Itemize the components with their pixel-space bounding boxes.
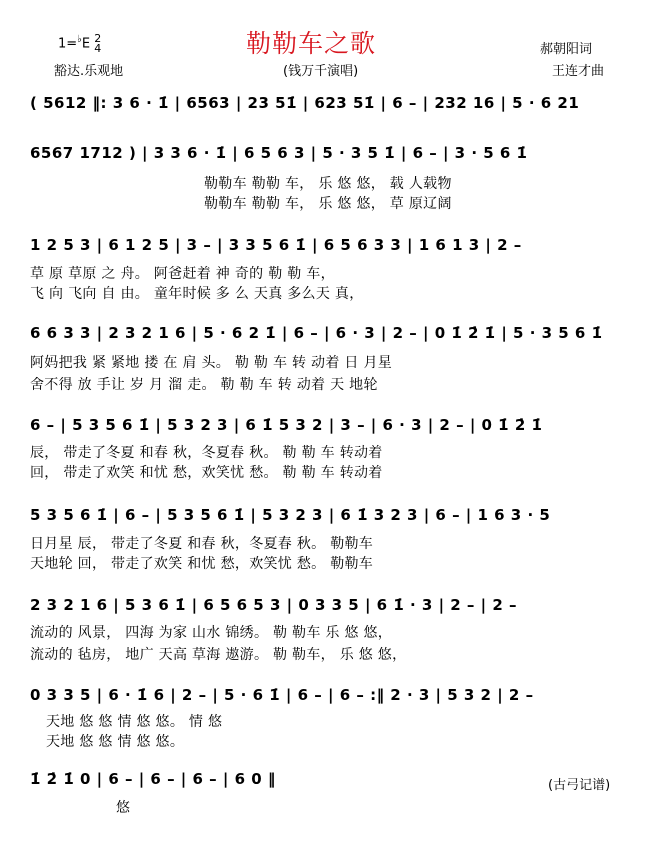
- page-title: 勒勒车之歌: [246, 29, 377, 58]
- notation-line-3: 1 2 5 3 | 6 1 2 5 | 3 – | 3 3 5 6 1̇ | 6 5 6 3 3 | 1 6 1 3 | 2 –: [30, 236, 522, 254]
- lyric-line-9a: 悠: [116, 800, 131, 816]
- notation-line-7: 2 3 2 1 6 | 5 3 6 1̇ | 6 5 6 5 3 | 0 3 3 5 | 6 1̇ · 3 | 2 – | 2 –: [30, 596, 518, 614]
- time-signature: [94, 34, 101, 54]
- lyric-line-8a: 天地 悠 悠 情 悠 悠。 情 悠: [46, 714, 223, 730]
- notation-line-5: 6 – | 5 3 5 6 1̇ | 5 3 2 3 | 6 1̇ 5 3 2 | 3 – | 6 · 3 | 2 – | 0 1̇ 2̇ 1̇: [30, 416, 543, 434]
- singer-credit: (钱万千演唱): [283, 64, 359, 79]
- lyric-line-5a: 辰， 带走了冬夏 和春 秋，冬夏春 秋。 勒 勒 车 转动着: [30, 445, 383, 461]
- notation-line-6: 5 3 5 6 1̇ | 6 – | 5 3 5 6 1̇ | 5 3 2 3 | 6 1̇ 3 2 3 | 6 – | 1 6 3 · 5: [30, 506, 551, 524]
- flat-sign: ♭: [77, 34, 82, 46]
- lyric-line-7a: 流动的 风景， 四海 为家 山水 锦绣。 勒 勒车 乐 悠 悠，: [30, 625, 393, 641]
- key-signature: [58, 34, 101, 54]
- notation-line-8: 0 3 3 5 | 6 · 1̇ 6 | 2 – | 5 · 6 1̇ | 6 – | 6 – :‖ 2 · 3 | 5 3 2 | 2 –: [30, 686, 534, 704]
- lyric-line-6a: 日月星 辰， 带走了冬夏 和春 秋，冬夏春 秋。 勒勒车: [30, 536, 374, 552]
- lyric-line-7b: 流动的 毡房， 地广 天高 草海 遨游。 勒 勒车， 乐 悠 悠，: [30, 647, 407, 663]
- lyric-line-4b: 舍不得 放 手让 岁 月 溜 走。 勒 勒 车 转 动着 天 地轮: [30, 377, 378, 393]
- tempo-marking: 豁达.乐观地: [54, 64, 124, 79]
- key-note: E: [81, 36, 91, 52]
- time-bottom: 4: [94, 42, 102, 55]
- notation-line-4: 6 6 3 3 | 2 3 2 1 6 | 5 · 6 2 1̇ | 6 – | 6 · 3 | 2 – | 0 1̇ 2̇ 1̇ | 5 · 3 5 6 1̇: [30, 324, 603, 342]
- lyric-line-8b: 天地 悠 悠 情 悠 悠。: [46, 734, 185, 750]
- transcriber-note: (古弓记谱): [548, 778, 611, 793]
- composer: 王连才曲: [552, 64, 605, 79]
- lyric-line-3b: 飞 向 飞向 自 由。 童年时候 多 么 天真 多么天 真，: [30, 286, 364, 302]
- lyric-line-5b: 回， 带走了欢笑 和忧 愁，欢笑忧 愁。 勒 勒 车 转动着: [30, 465, 383, 481]
- notation-line-1: ( 5612 ‖: 3 6 · 1̇ | 6563 | 23 51̇ | 623 51̇ | 6 – | 232 16 | 5 · 6 21: [30, 94, 580, 112]
- lyric-line-2b: 勒勒车 勒勒 车， 乐 悠 悠， 草 原辽阔: [204, 196, 452, 212]
- key-label: 1=: [58, 36, 78, 52]
- lyric-line-6b: 天地轮 回， 带走了欢笑 和忧 愁，欢笑忧 愁。 勒勒车: [30, 556, 374, 572]
- notation-line-9: 1̇ 2̇ 1̇ 0 | 6 – | 6 – | 6 – | 6 0 ‖: [30, 770, 276, 788]
- notation-line-2: 6567 1712 ) | 3 3 6 · 1̇ | 6 5 6 3 | 5 · 3 5 1̇ | 6 – | 3 · 5 6 1̇: [30, 144, 528, 162]
- lyricist: 郝朝阳词: [540, 42, 593, 57]
- lyric-line-3a: 草 原 草原 之 舟。 阿爸赶着 神 奇的 勒 勒 车，: [30, 266, 335, 282]
- time-top: 2: [94, 32, 102, 45]
- lyric-line-2a: 勒勒车 勒勒 车， 乐 悠 悠， 载 人载物: [204, 176, 452, 192]
- lyric-line-4a: 阿妈把我 紧 紧地 搂 在 肩 头。 勒 勒 车 转 动着 日 月星: [30, 355, 393, 371]
